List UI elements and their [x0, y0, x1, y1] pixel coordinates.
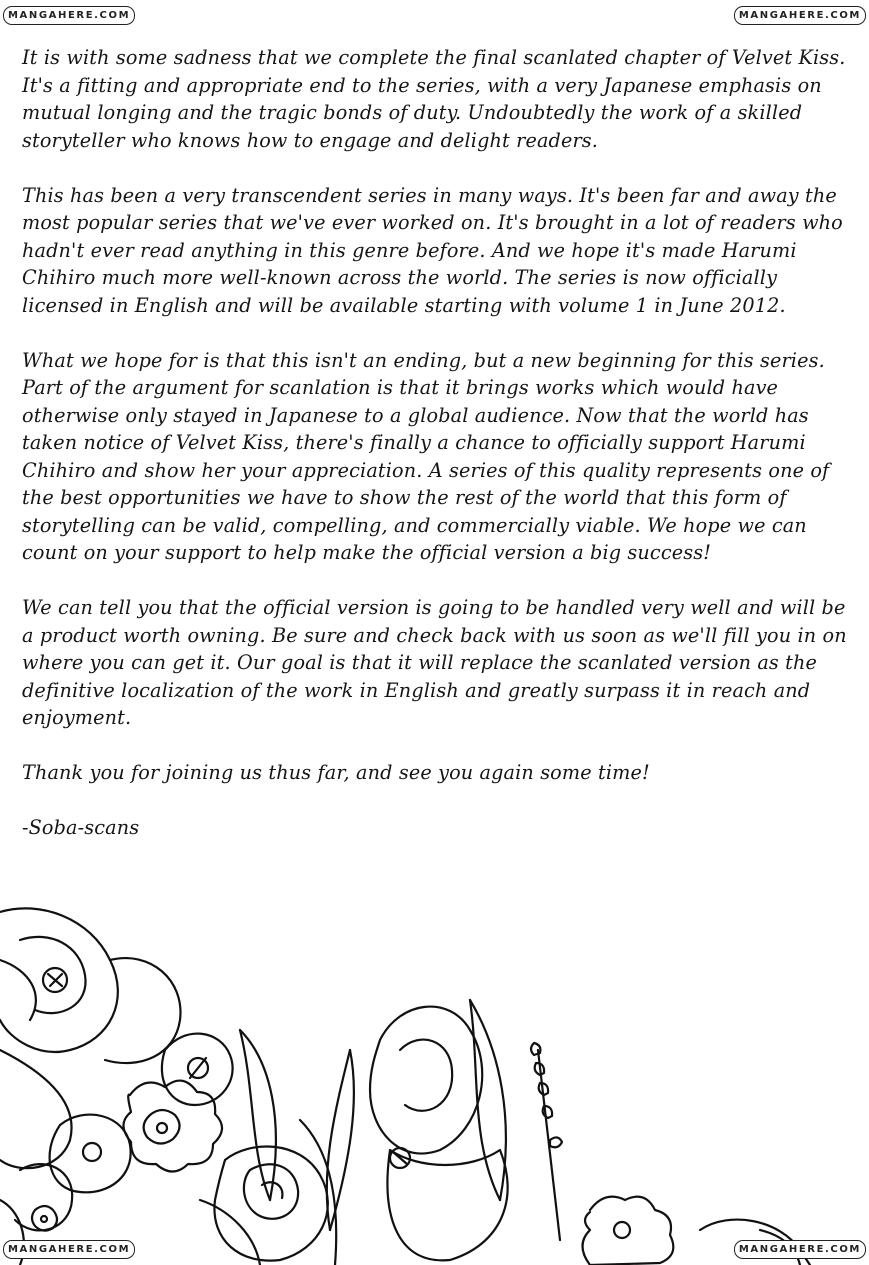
bud-icon	[32, 1206, 57, 1231]
watermark-top-right: MANGAHERE.COM	[734, 6, 866, 25]
letter-paragraph-1: It is with some sadness that we complete the final scanlated chapter of Velvet Kiss. It's a fitting and appropriate end to the series, with a very Japanese emphasis on mutual longing and the tragic bonds of duty. Undoubtedly the work of a skilled storyteller who knows how to engage and delight readers.	[22, 46, 846, 152]
large-flower-icon	[0, 908, 180, 1168]
signature: -Soba-scans	[22, 816, 140, 839]
watermark-bottom-right: MANGAHERE.COM	[734, 1240, 866, 1259]
letter-paragraph-2: This has been a very transcendent series in many ways. It's been far and away the most popular series that we've ever worked on. It's brought in a lot of readers who hadn't ever read anything in this genre before. And we hope it's made Harumi Chihiro much more well-known across the world. The series is now officially licensed in English and will be available starting with volume 1 in June 2012.	[22, 183, 843, 317]
letter-paragraph-3: What we hope for is that this isn't an ending, but a new beginning for this series. Part of the argument for scanlation is that it brings works which would have otherwise only stayed in Japanese to a global audience. Now that the world has taken notice of Velvet Kiss, there's finally a chance to officially support Harumi Chihiro and show her your appreciation. A series of this quality represents one of the best opportunities we have to show the rest of the world that this form of storytelling can be valid, compelling, and commercially viable. We hope we can count on your support to help make the official version a big success!	[22, 348, 830, 564]
watermark-bottom-left: MANGAHERE.COM	[3, 1240, 135, 1259]
floral-line-art-icon	[0, 900, 869, 1265]
tulip-icon	[370, 1007, 508, 1261]
watermark-top-left: MANGAHERE.COM	[3, 6, 135, 25]
farewell-letter	[22, 44, 852, 842]
letter-paragraph-5: Thank you for joining us thus far, and see you again some time!	[22, 761, 650, 784]
small-flower-icon	[162, 1034, 233, 1105]
lavender-icon	[531, 1043, 562, 1240]
carnation-icon	[124, 1081, 223, 1172]
letter-paragraph-4: We can tell you that the official version is going to be handled very well and will be a product worth owning. Be sure and check back with us soon as we'll fill you in on where you can get it. Our goal is that it will replace the scanlated version as the definitive localization of the work in English and greatly surpass it in reach and enjoyment.	[22, 596, 847, 729]
rose-icon	[214, 1146, 327, 1260]
leaves-icon	[200, 1000, 506, 1265]
